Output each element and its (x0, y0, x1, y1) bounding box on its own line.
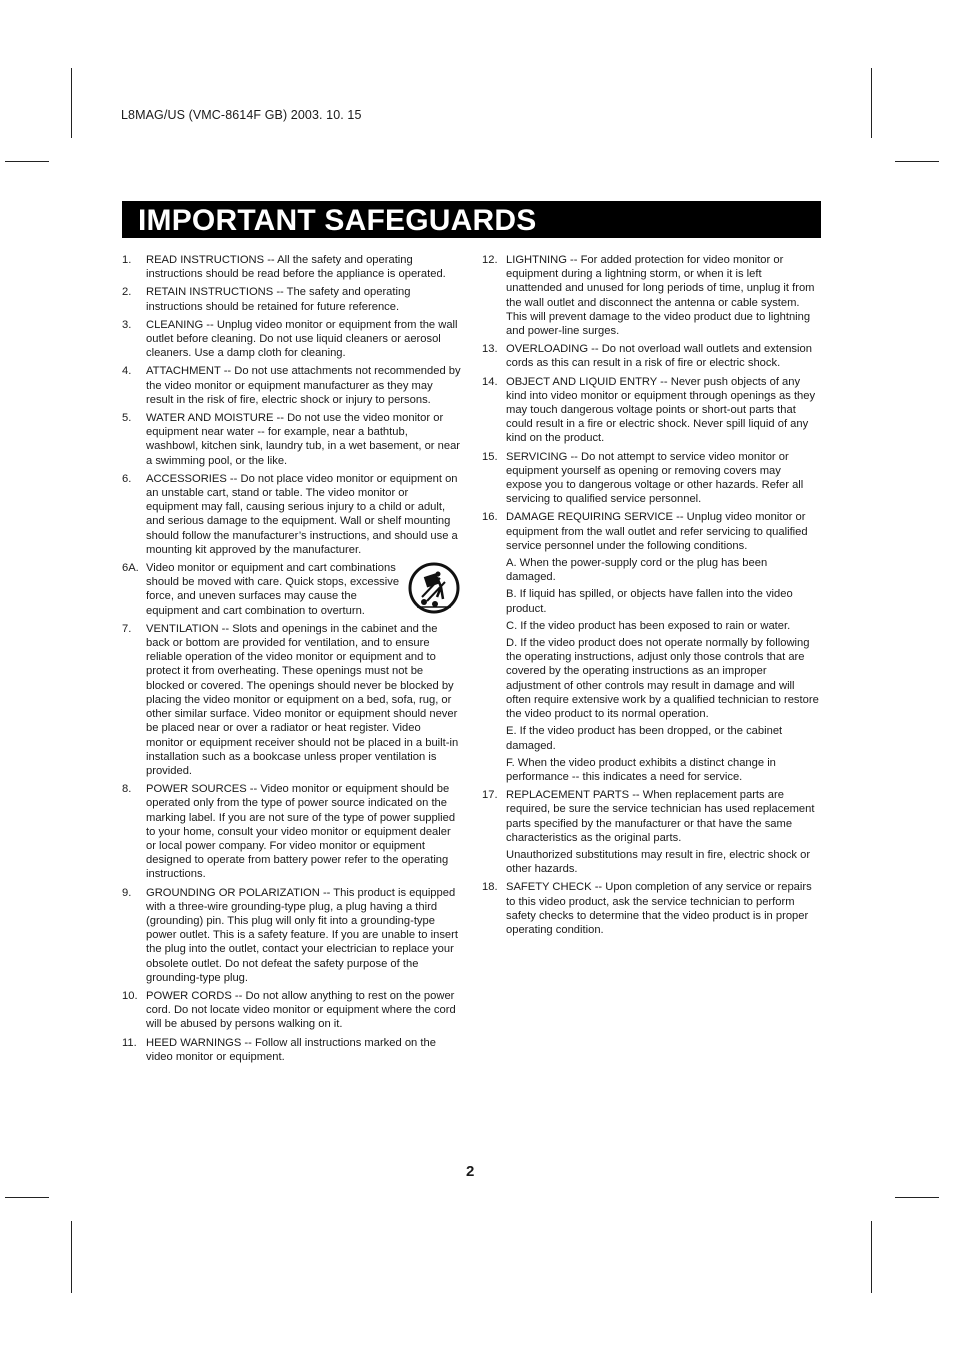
list-item: 6A. Video monitor or equipment and cart combinations should be moved with care. Quick stops, excessive force, and uneven surfaces may cause the equipment and cart combination to overturn. (122, 561, 461, 618)
list-item: 5. WATER AND MOISTURE -- Do not use the video monitor or equipment near water -- for example, near a bathtub, washbowl, kitchen sink, laundry tub, in a wet basement, or near a swimming pool, or the like. (122, 412, 461, 467)
crop-mark (5, 1197, 49, 1198)
list-item: 17. REPLACEMENT PARTS -- When replacement parts are required, be sure the service technician has used replacement parts specified by the manufacturer or that have the same characteristics as the original parts. Unauthorized substitutions may result in fire, electric shock or other hazards. (482, 789, 815, 876)
crop-mark (871, 1221, 872, 1293)
list-item: 18. SAFETY CHECK -- Upon completion of any service or repairs to this video product, ask the service technician to perform safety checks to determine that the video product is in proper operating condition. (482, 881, 812, 936)
list-item: 12. LIGHTNING -- For added protection for video monitor or equipment during a lightning storm, or when it is left unattended and unused for long periods of time, unplug it from the wall outlet and disconnect the antenna or cable system. This will prevent damage to the video product due to lightning and power-line surges. (482, 254, 815, 338)
document-code: L8MAG/US (VMC-8614F GB) 2003. 10. 15 (121, 108, 362, 122)
cart-tip-over-warning-icon (407, 561, 461, 615)
list-item: 4. ATTACHMENT -- Do not use attachments not recommended by the video monitor or equipment manufacturer as they may result in the risk of fire, electric shock or injury to persons. (122, 365, 461, 406)
list-item: 2. RETAIN INSTRUCTIONS -- The safety and operating instructions should be retained for future reference. (122, 286, 411, 313)
list-item: 13. OVERLOADING -- Do not overload wall outlets and extension cords as this can result in a risk of fire or electric shock. (482, 343, 812, 370)
left-column (122, 253, 461, 1068)
list-item: 3. CLEANING -- Unplug video monitor or equipment from the wall outlet before cleaning. Do not use liquid cleaners or aerosol cleaners. Use a damp cloth for cleaning. (122, 318, 458, 360)
list-item: 15. SERVICING -- Do not attempt to service video monitor or equipment yourself as opening or removing covers may expose you to dangerous voltage or other hazards. Refer all servicing to qualified service personnel. (482, 450, 804, 506)
list-item: 8. POWER SOURCES -- Video monitor or equipment should be operated only from the type of power source indicated on the marking label. If you are not sure of the type of power supplied to your home, consult your video monitor or equipment dealer or local power company. For video monitor or equipment designed to operate from battery power refer to the operating instructions. (122, 783, 456, 881)
right-column (482, 253, 820, 941)
list-item: 7. VENTILATION -- Slots and openings in the cabinet and the back or bottom are provided for ventilation, and to ensure reliable operation of the video monitor or equipment and to protect it from overheating. These openings must not be blocked or covered. The openings should never be blocked by placing the video monitor or equipment on a bed, sofa, rug, or other similar surface. Video monitor or equipment should never be placed near or over a radiator or heat register. Video monitor or equipment receiver should not be placed in a built-in installation such as a bookcase unless proper ventilation is provided. (122, 622, 459, 777)
page-number: 2 (466, 1163, 475, 1180)
list-item: 14. OBJECT AND LIQUID ENTRY -- Never push objects of any kind into video monitor or equipment through openings as they may touch dangerous voltage points or short-out parts that could result in a fire or electric shock. Never spill liquid of any kind on the product. (482, 375, 816, 445)
list-item: 11. HEED WARNINGS -- Follow all instructions marked on the video monitor or equipment. (122, 1036, 436, 1063)
crop-mark (71, 68, 72, 138)
list-item: 10. POWER CORDS -- Do not allow anything to rest on the power cord. Do not locate video monitor or equipment where the cord will be abused by persons walking on it. (122, 989, 456, 1031)
list-item: 6. ACCESSORIES -- Do not place video monitor or equipment on an unstable cart, stand or table. The video monitor or equipment may fall, causing serious injury to a child or adult, and serious damage to the equipment. Wall or shelf mounting should follow the manufacturer’s instructions, and should use a mounting kit approved by the manufacturer. (122, 472, 458, 556)
crop-mark (5, 161, 49, 162)
crop-mark (895, 161, 939, 162)
crop-mark (895, 1197, 939, 1198)
list-item: 16. DAMAGE REQUIRING SERVICE -- Unplug video monitor or equipment from the wall outlet and refer servicing to qualified service personnel under the following conditions. A. When the power-supply cord or the plug has been damaged. B. If liquid has spilled, or objects have fallen into the video product. C. If the video product has been exposed to rain or water. D. If the video product does not operate normally by following the operating instructions, adjust only those controls that are covered by the operating instructions as an improper adjustment of other controls may result in damage and will often require extensive work by a qualified technician to restore the video product to its normal operation. E. If the video product has been dropped, or the cabinet damaged. F. When the video product exhibits a distinct change in performance -- this indicates a need for service. (482, 511, 819, 783)
page-title: IMPORTANT SAFEGUARDS (122, 201, 821, 238)
crop-mark (71, 1221, 72, 1293)
list-item: 9. GROUNDING OR POLARIZATION -- This product is equipped with a three-wire grounding-type plug, a plug having a third (grounding) pin. This plug will only fit into a grounding-type power outlet. This is a safety feature. If you are unable to insert the plug into the outlet, contact your electrician to replace your obsolete outlet. Do not defeat the safety purpose of the grounding-type plug. (122, 886, 458, 984)
list-item: 1. READ INSTRUCTIONS -- All the safety and operating instructions should be read before the appliance is operated. (122, 254, 446, 281)
crop-mark (871, 68, 872, 138)
